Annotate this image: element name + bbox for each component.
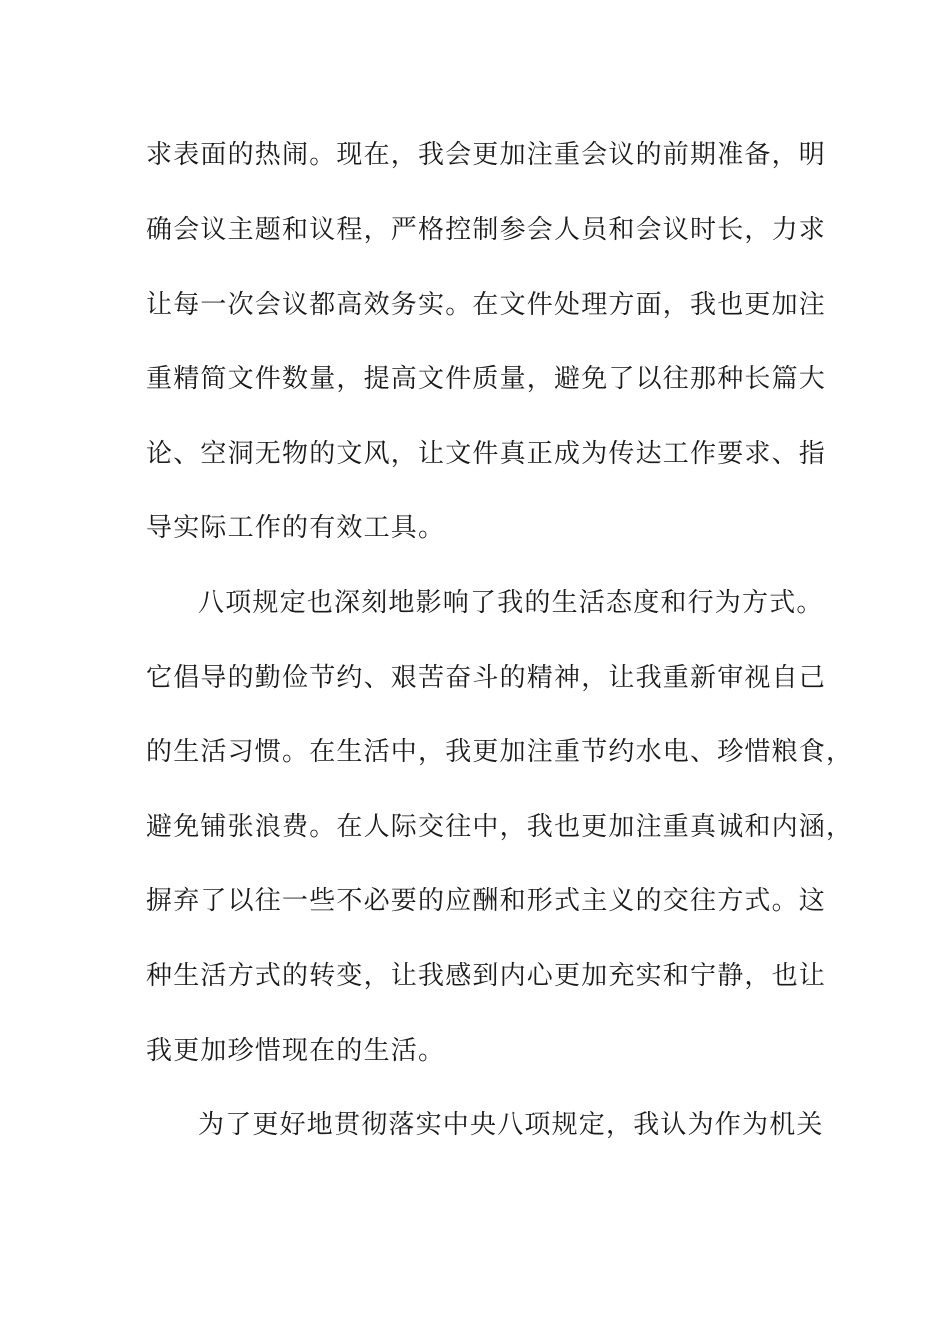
paragraph-start-line: 为了更好地贯彻落实中央八项规定，我认为作为机关	[198, 1110, 824, 1140]
text-line: 它倡导的勤俭节约、艰苦奋斗的精神，让我重新审视自己	[146, 663, 827, 693]
text-line: 求表面的热闹。现在，我会更加注重会议的前期准备，明	[146, 140, 827, 170]
text-line: 确会议主题和议程，严格控制参会人员和会议时长，力求	[146, 215, 827, 245]
text-line: 避免铺张浪费。在人际交往中，我也更加注重真诚和内涵，	[146, 812, 854, 842]
text-line: 论、空洞无物的文风，让文件真正成为传达工作要求、指	[146, 439, 827, 469]
paragraph-start-line: 八项规定也深刻地影响了我的生活态度和行为方式。	[198, 588, 824, 618]
text-line: 种生活方式的转变，让我感到内心更加充实和宁静，也让	[146, 961, 827, 991]
text-line: 摒弃了以往一些不必要的应酬和形式主义的交往方式。这	[146, 886, 827, 916]
text-line: 重精简文件数量，提高文件质量，避免了以往那种长篇大	[146, 364, 827, 394]
text-line: 导实际工作的有效工具。	[146, 513, 446, 543]
text-line: 让每一次会议都高效务实。在文件处理方面，我也更加注	[146, 290, 827, 320]
text-line: 我更加珍惜现在的生活。	[146, 1036, 446, 1066]
text-line: 的生活习惯。在生活中，我更加注重节约水电、珍惜粮食，	[146, 737, 854, 767]
